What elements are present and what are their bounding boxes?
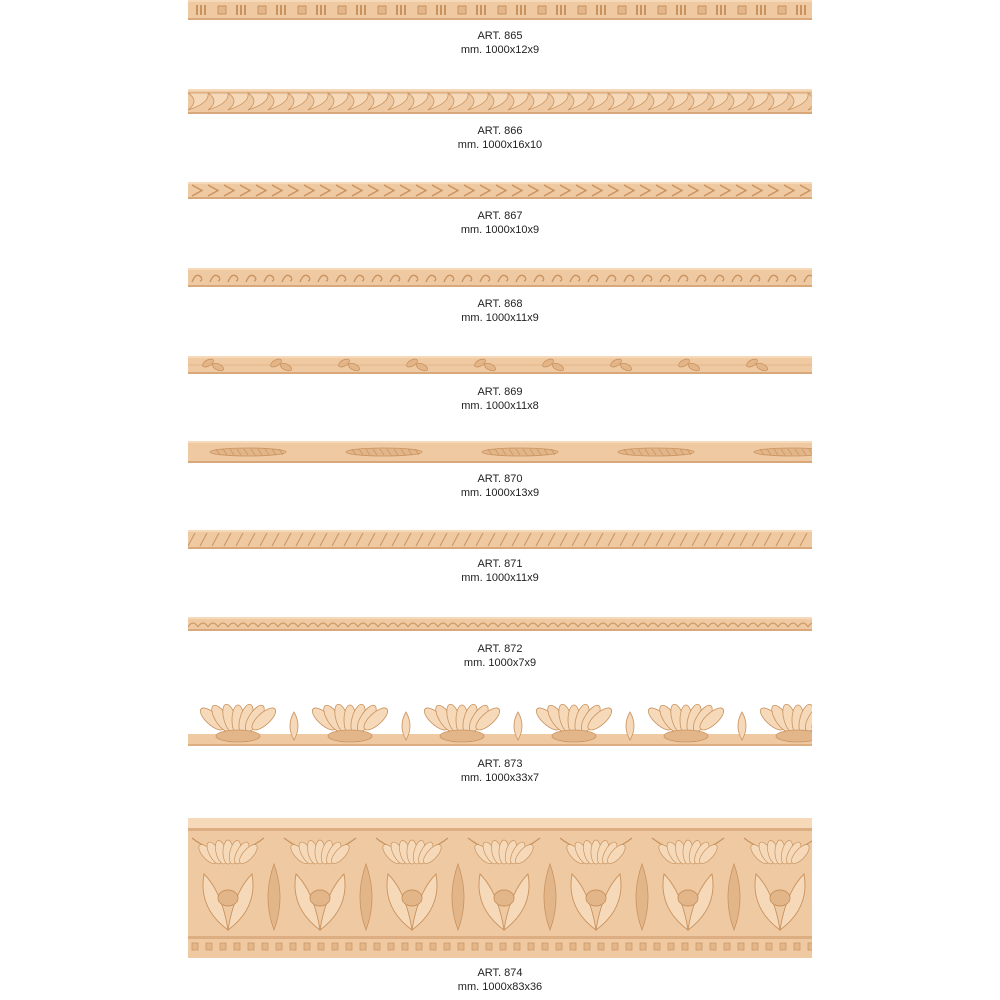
article-dimensions: mm. 1000x10x9 <box>460 224 540 236</box>
moulding-pattern-leaf-sprig <box>188 356 812 374</box>
caption-art-865 <box>0 29 1000 57</box>
moulding-pattern-small-scallop <box>188 617 812 631</box>
caption-art-872 <box>0 642 1000 670</box>
moulding-art-874 <box>188 818 812 958</box>
article-code: ART. 868 <box>477 298 523 310</box>
article-dimensions: mm. 1000x12x9 <box>460 44 540 56</box>
moulding-pattern-chevron-leaf <box>188 182 812 199</box>
moulding-pattern-diagonal-reed <box>188 530 812 549</box>
caption-art-873 <box>0 757 1000 785</box>
moulding-art-873 <box>188 696 812 754</box>
article-code: ART. 865 <box>477 30 523 42</box>
article-dimensions: mm. 1000x13x9 <box>460 487 540 499</box>
article-code: ART. 874 <box>477 967 523 979</box>
caption-art-870 <box>0 472 1000 500</box>
moulding-pattern-shell-crest <box>188 696 812 754</box>
moulding-art-866 <box>188 89 812 114</box>
moulding-pattern-dots-and-bars <box>188 0 812 20</box>
article-code: ART. 867 <box>477 210 523 222</box>
moulding-pattern-acanthus-frieze <box>188 818 812 958</box>
caption-art-874 <box>0 966 1000 994</box>
moulding-pattern-twisted-rope <box>188 89 812 114</box>
article-dimensions: mm. 1000x16x10 <box>457 139 543 151</box>
moulding-art-871 <box>188 530 812 549</box>
caption-art-871 <box>0 557 1000 585</box>
article-dimensions: mm. 1000x83x36 <box>457 981 543 993</box>
caption-art-868 <box>0 297 1000 325</box>
moulding-art-865 <box>188 0 812 20</box>
article-dimensions: mm. 1000x11x9 <box>461 312 539 324</box>
caption-art-869 <box>0 385 1000 413</box>
article-dimensions: mm. 1000x11x9 <box>461 572 539 584</box>
moulding-pattern-wave-scroll <box>188 268 812 287</box>
moulding-pattern-oval-ribbon <box>188 441 812 463</box>
article-dimensions: mm. 1000x33x7 <box>460 772 540 784</box>
caption-art-866 <box>0 124 1000 152</box>
moulding-art-869 <box>188 356 812 374</box>
caption-art-867 <box>0 209 1000 237</box>
article-code: ART. 871 <box>477 558 523 570</box>
article-code: ART. 873 <box>477 758 523 770</box>
moulding-art-868 <box>188 268 812 287</box>
moulding-art-867 <box>188 182 812 199</box>
moulding-art-870 <box>188 441 812 463</box>
article-code: ART. 869 <box>477 386 523 398</box>
article-dimensions: mm. 1000x11x8 <box>461 400 539 412</box>
article-dimensions: mm. 1000x7x9 <box>463 657 537 669</box>
article-code: ART. 866 <box>477 125 523 137</box>
article-code: ART. 872 <box>477 643 523 655</box>
moulding-art-872 <box>188 617 812 631</box>
article-code: ART. 870 <box>477 473 523 485</box>
